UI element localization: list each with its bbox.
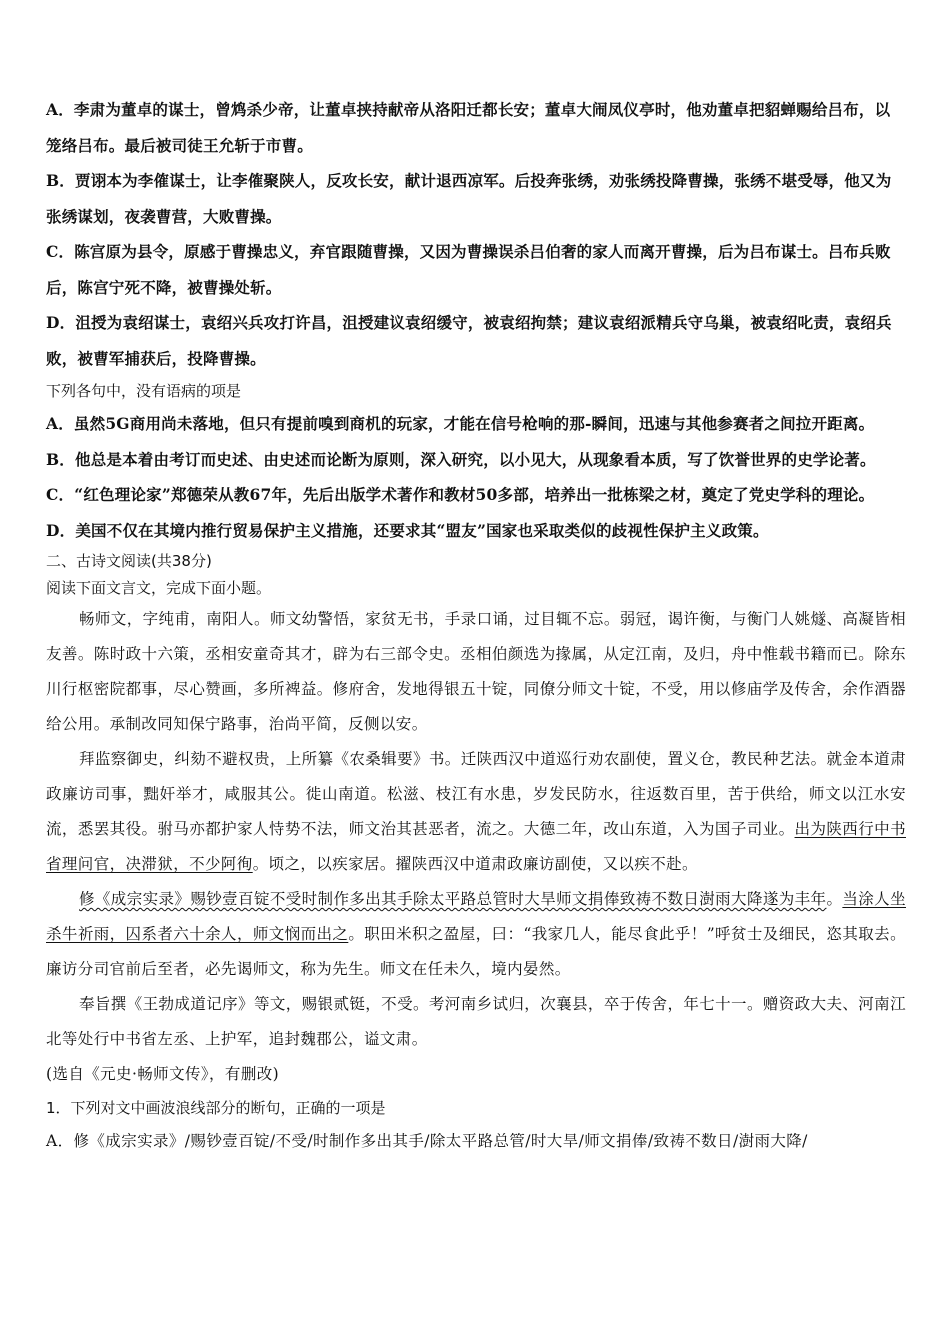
paragraph-3-tail: 。职田米积之盈屋，曰：“我家几人，能尽食此乎！”呼贫士及细民，恣其取去。廉访分司官前后至者，必先谒师文，称为先生。师文在任未久，境内晏然。 <box>46 925 906 978</box>
option-q2-a: A．虽然5G商用尚未落地，但只有提前嗅到商机的玩家，才能在信号枪响的那-瞬间，迅速与其他参赛者之间拉开距离。 <box>46 414 875 433</box>
underlined-sentence-2: 当涂人坐杀牛祈雨，囚系者六十余人，师文悯而出之 <box>46 890 906 943</box>
underlined-sentence-1: 出为陕西行中书省理问官，决滞狱，不少阿徇 <box>46 820 906 873</box>
question-stem-2: 下列各句中，没有语病的项是 <box>46 382 242 400</box>
question-stem-3: 1．下列对文中画波浪线部分的断句，正确的一项是 <box>46 1099 386 1117</box>
paragraph-2-text: 拜监察御史，纠劾不避权贵，上所纂《农桑辑要》书。迁陕西汉中道巡行劝农副使，置义仓，教民种艺法。就金本道肃政廉访司事，黜奸举才，咸服其公。徙山南道。松滋、枝江有水患，岁发民防水，往返数百里，苦于供给，师文以江水安流，悉罢其役。驸马亦都护家人恃势不法，师文治其甚恶者，流之。大德二年，改山东道，入为国子司业。 <box>46 750 906 838</box>
passage-paragraph-3 <box>46 882 906 987</box>
option-q1-a: A．李肃为董卓的谋士，曾鸩杀少帝，让董卓挟持献帝从洛阳迁都长安；董卓大闹凤仪亭时，他劝董卓把貂蝉赐给吕布，以笼络吕布。最后被司徒王允斩于市曹。 <box>46 100 891 155</box>
option-q3-a: A．修《成宗实录》/赐钞壹百锭/不受/时制作多出其手/除太平路总管/时大旱/师文捐俸/致祷不数日/澍雨大降/ <box>46 1132 808 1150</box>
section-title: 二、古诗文阅读(共38分) <box>46 552 212 570</box>
option-q1-c: C．陈宫原为县令，原感于曹操忠义，弃官跟随曹操，又因为曹操误杀吕伯奢的家人而离开曹操，后为吕布谋士。吕布兵败后，陈宫宁死不降，被曹操处斩。 <box>46 242 891 297</box>
option-q2-d: D．美国不仅在其境内推行贸易保护主义措施，还要求其“盟友”国家也采取类似的歧视性保护主义政策。 <box>46 520 769 540</box>
passage-source: (选自《元史·畅师文传》，有删改) <box>46 1065 280 1083</box>
option-q1-b: B．贾诩本为李傕谋士，让李傕聚陕人，反攻长安，献计退西凉军。后投奔张绣，劝张绣投降曹操，张绣不堪受辱，他又为张绣谋划，夜袭曹营，大败曹操。 <box>46 171 892 226</box>
option-q1-d: D．沮授为袁绍谋士，袁绍兴兵攻打许昌，沮授建议袁绍缓守，被袁绍拘禁；建议袁绍派精兵守乌巢，被袁绍叱责，袁绍兵败，被曹军捕获后，投降曹操。 <box>46 313 892 368</box>
passage-paragraph-4: 奉旨撰《王勃成道记序》等文，赐银贰铤，不受。考河南乡试归，次襄县，卒于传舍，年七十一。赠资政大夫、河南江北等处行中书省左丞、上护军，追封魏郡公，谥文肃。 <box>46 995 906 1048</box>
option-q2-b: B．他总是本着由考订而史述、由史述而论断为原则，深入研究，以小见大，从现象看本质，写了饮誉世界的史学论著。 <box>46 449 876 469</box>
passage-paragraph-1: 畅师文，字纯甫，南阳人。师文幼警悟，家贫无书，手录口诵，过目辄不忘。弱冠，谒许衡，与衡门人姚燧、高凝皆相友善。陈时政十六策，丞相安童奇其才，辟为右三部令史。丞相伯颜选为掾属，从定江南，及归，舟中惟载书籍而已。除东川行枢密院都事，尽心赞画，多所裨益。修府舍，发地得银五十锭，同僚分师文十锭，不受，用以修庙学及传舍，余作酒器给公用。承制改同知保宁路事，治尚平简，反侧以安。 <box>46 610 906 733</box>
paragraph-3-separator: 。 <box>826 890 843 908</box>
option-q2-c: C．“红色理论家”郑德荣从教67年，先后出版学术著作和教材50多部，培养出一批栋梁之材，奠定了党史学科的理论。 <box>46 485 875 504</box>
paragraph-2-tail: 。顷之，以疾家居。擢陕西汉中道肃政廉访副使，又以疾不赴。 <box>252 855 698 873</box>
wavy-underlined-passage: 修《成宗实录》赐钞壹百锭不受时制作多出其手除太平路总管时大旱师文捐俸致祷不数日澍雨大降遂为丰年 <box>79 890 827 908</box>
exam-page <box>46 92 906 1159</box>
section-instruction: 阅读下面文言文，完成下面小题。 <box>46 579 272 597</box>
passage-paragraph-2 <box>46 742 906 882</box>
